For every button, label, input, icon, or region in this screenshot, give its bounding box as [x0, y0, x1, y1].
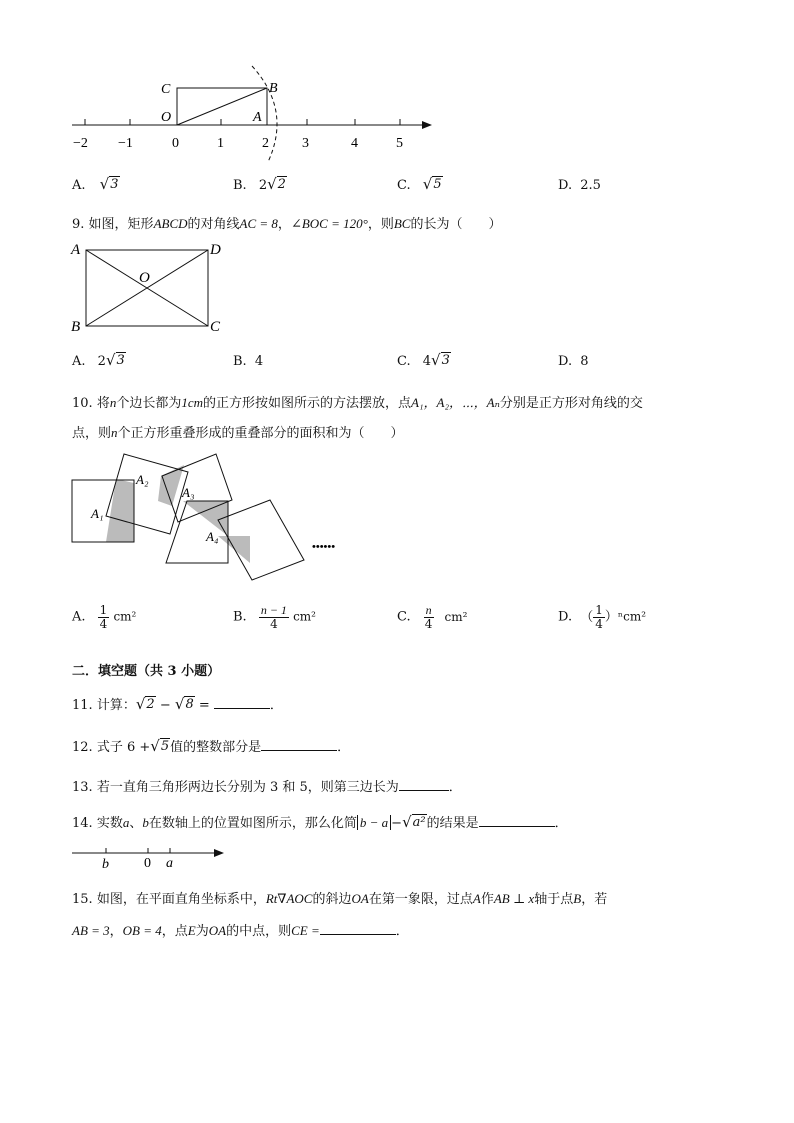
- q9-option-c[interactable]: C. 4 √ 3: [397, 351, 450, 369]
- tick-label: 4: [351, 136, 358, 151]
- tick-label: 5: [396, 136, 403, 151]
- q8-number-line-figure: [60, 62, 440, 162]
- q10-option-c[interactable]: C. $\frac{n}{4}$ cm²: [397, 603, 468, 631]
- point-label-c: C: [210, 319, 221, 335]
- tick-label: 1: [217, 136, 224, 151]
- fraction: $\frac{n}{4}$: [424, 603, 433, 631]
- question-13: 13. 若一直角三角形两边长分别为 3 和 5，则第三边长为 ．: [72, 780, 462, 795]
- sqrt-expression: √ 5: [150, 737, 170, 755]
- q10-option-b[interactable]: B. $\frac{n - 1}{4}$ cm²: [233, 603, 316, 631]
- point-label-a4: A₄: [206, 529, 219, 544]
- axis-label-0: 0: [144, 856, 151, 871]
- question-15-line2: AB = 3，OB = 4，点E为OA的中点，则CE = ．: [72, 923, 409, 939]
- q9-option-b[interactable]: B. 4: [233, 354, 264, 369]
- point-label-o: O: [139, 270, 150, 286]
- sqrt-expression: √ 2: [135, 695, 155, 713]
- tick-label: −1: [118, 136, 133, 151]
- fraction: $\frac{1}{4}$: [595, 603, 603, 631]
- q14-number-line: [66, 842, 236, 872]
- fraction: $\frac{1}{4}$: [99, 603, 108, 631]
- question-11: 11. 计算： √ 2 − √ 8 = ．: [72, 695, 283, 713]
- sqrt-expression: √ 3: [105, 351, 125, 369]
- q10-option-a[interactable]: A. $\frac{1}{4}$ cm²: [72, 603, 137, 631]
- point-label-b: B: [71, 319, 81, 335]
- q8-option-a[interactable]: A. √ 3: [72, 175, 119, 193]
- point-label-d: D: [210, 242, 221, 258]
- section-heading: 二．填空题（共 3 小题）: [72, 664, 221, 679]
- q9-option-a[interactable]: A. 2 √ 3: [72, 351, 125, 369]
- tick-label: −2: [73, 136, 88, 151]
- question-15-line1: 15. 如图，在平面直角坐标系中，Rt∇AOC的斜边OA在第一象限，过点A作AB ⊥ x轴于点B，若: [72, 891, 608, 907]
- q8-option-c[interactable]: C. √ 5: [397, 175, 442, 193]
- q8-option-b[interactable]: B. 2 √ 2: [233, 175, 286, 193]
- question-12: 12. 式子 6 + √ 5 值的整数部分是 ．: [72, 737, 351, 755]
- point-label-a2: A₂: [136, 472, 149, 487]
- point-label-a3: A₃: [182, 485, 195, 500]
- sqrt-expression: √ 8: [174, 695, 194, 713]
- answer-blank[interactable]: [261, 750, 337, 751]
- answer-blank[interactable]: [214, 708, 270, 709]
- answer-blank[interactable]: [399, 790, 449, 791]
- sqrt-expression: √ 2: [267, 175, 286, 193]
- sqrt-expression: √ 3: [99, 175, 119, 193]
- tick-label: 0: [172, 136, 179, 151]
- tick-label: 2: [262, 136, 269, 151]
- axis-label-a: a: [166, 856, 173, 871]
- q10-squares-figure: [66, 448, 356, 588]
- q10-option-d[interactable]: D. （ $\frac{1}{4}$ ）ⁿcm²: [558, 603, 647, 631]
- point-label-a: A: [253, 110, 262, 125]
- answer-blank[interactable]: [320, 934, 396, 935]
- point-label-a1: A₁: [91, 506, 104, 521]
- question-10-stem-line1: 10. 将n个边长都为1cm的正方形按如图所示的方法摆放，点A₁，A₂，⋯，Aₙ分别是正方形对角线的交: [72, 395, 643, 411]
- continuation-dots: ••••••: [312, 541, 336, 553]
- q9-rectangle-figure: [66, 238, 236, 338]
- fraction: $\frac{n - 1}{4}$: [260, 603, 287, 631]
- q9-option-d[interactable]: D. 8: [558, 354, 589, 369]
- answer-blank[interactable]: [479, 826, 555, 827]
- q8-option-d[interactable]: D. 2.5: [558, 178, 601, 193]
- tick-label: 3: [302, 136, 309, 151]
- point-label-b: B: [269, 81, 278, 96]
- question-10-stem-line2: 点，则n个正方形重叠形成的重叠部分的面积和为（ ）: [72, 425, 404, 441]
- axis-label-b: b: [102, 857, 109, 872]
- question-14: 14. 实数a、b在数轴上的位置如图所示，那么化简 b − a − √ a² 的结果是 ．: [72, 813, 568, 831]
- question-9-stem: 9. 如图，矩形ABCD的对角线AC = 8，∠BOC = 120°，则BC的长为（ ）: [72, 216, 502, 232]
- point-label-a: A: [71, 242, 81, 258]
- point-label-c: C: [161, 82, 171, 97]
- sqrt-expression: √ a²: [402, 813, 426, 831]
- sqrt-expression: √ 5: [422, 175, 442, 193]
- sqrt-expression: √ 3: [431, 351, 450, 369]
- point-label-o: O: [161, 110, 172, 125]
